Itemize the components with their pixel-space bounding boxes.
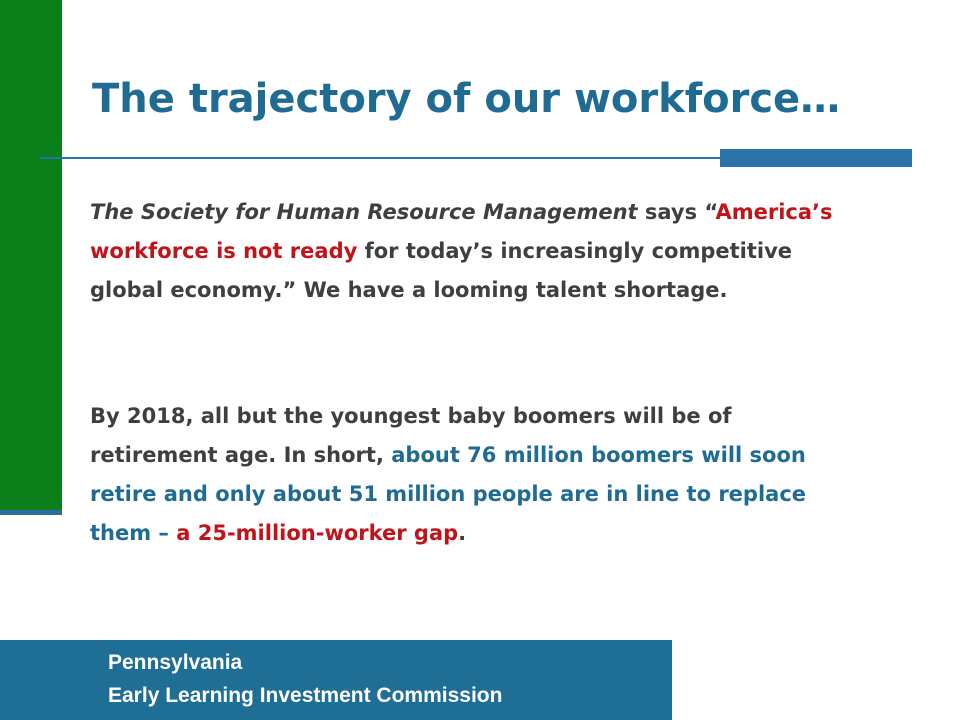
quote-highlight: America’s workforce is not ready bbox=[90, 200, 833, 263]
title-underline bbox=[40, 157, 722, 159]
worker-gap-highlight: a 25-million-worker gap bbox=[176, 521, 459, 545]
footer-commission: Early Learning Investment Commission bbox=[108, 684, 503, 707]
footer-banner bbox=[0, 640, 672, 720]
paragraph-tail: We have a looming talent shortage. bbox=[296, 278, 728, 302]
slide-title: The trajectory of our workforce… bbox=[92, 76, 841, 122]
boomers-highlight: about 76 million boomers will soon retire and only about 51 million people are in line to replace them – bbox=[90, 443, 807, 545]
title-underline-block bbox=[720, 149, 912, 167]
paragraph-boomers bbox=[90, 397, 850, 553]
footer-state: Pennsylvania bbox=[108, 651, 243, 674]
paragraph-shrm bbox=[90, 193, 850, 310]
boomers-lead: By 2018, all but the youngest baby boomers will be of retirement age. In short, bbox=[90, 404, 732, 467]
says-text: says “ bbox=[637, 200, 716, 224]
left-accent-bar bbox=[0, 0, 62, 510]
org-name: The Society for Human Resource Management bbox=[90, 200, 638, 224]
quote-rest: for today’s increasingly competitive global economy.” bbox=[90, 239, 793, 302]
period: . bbox=[458, 521, 467, 545]
accent-bar-base bbox=[0, 510, 62, 515]
